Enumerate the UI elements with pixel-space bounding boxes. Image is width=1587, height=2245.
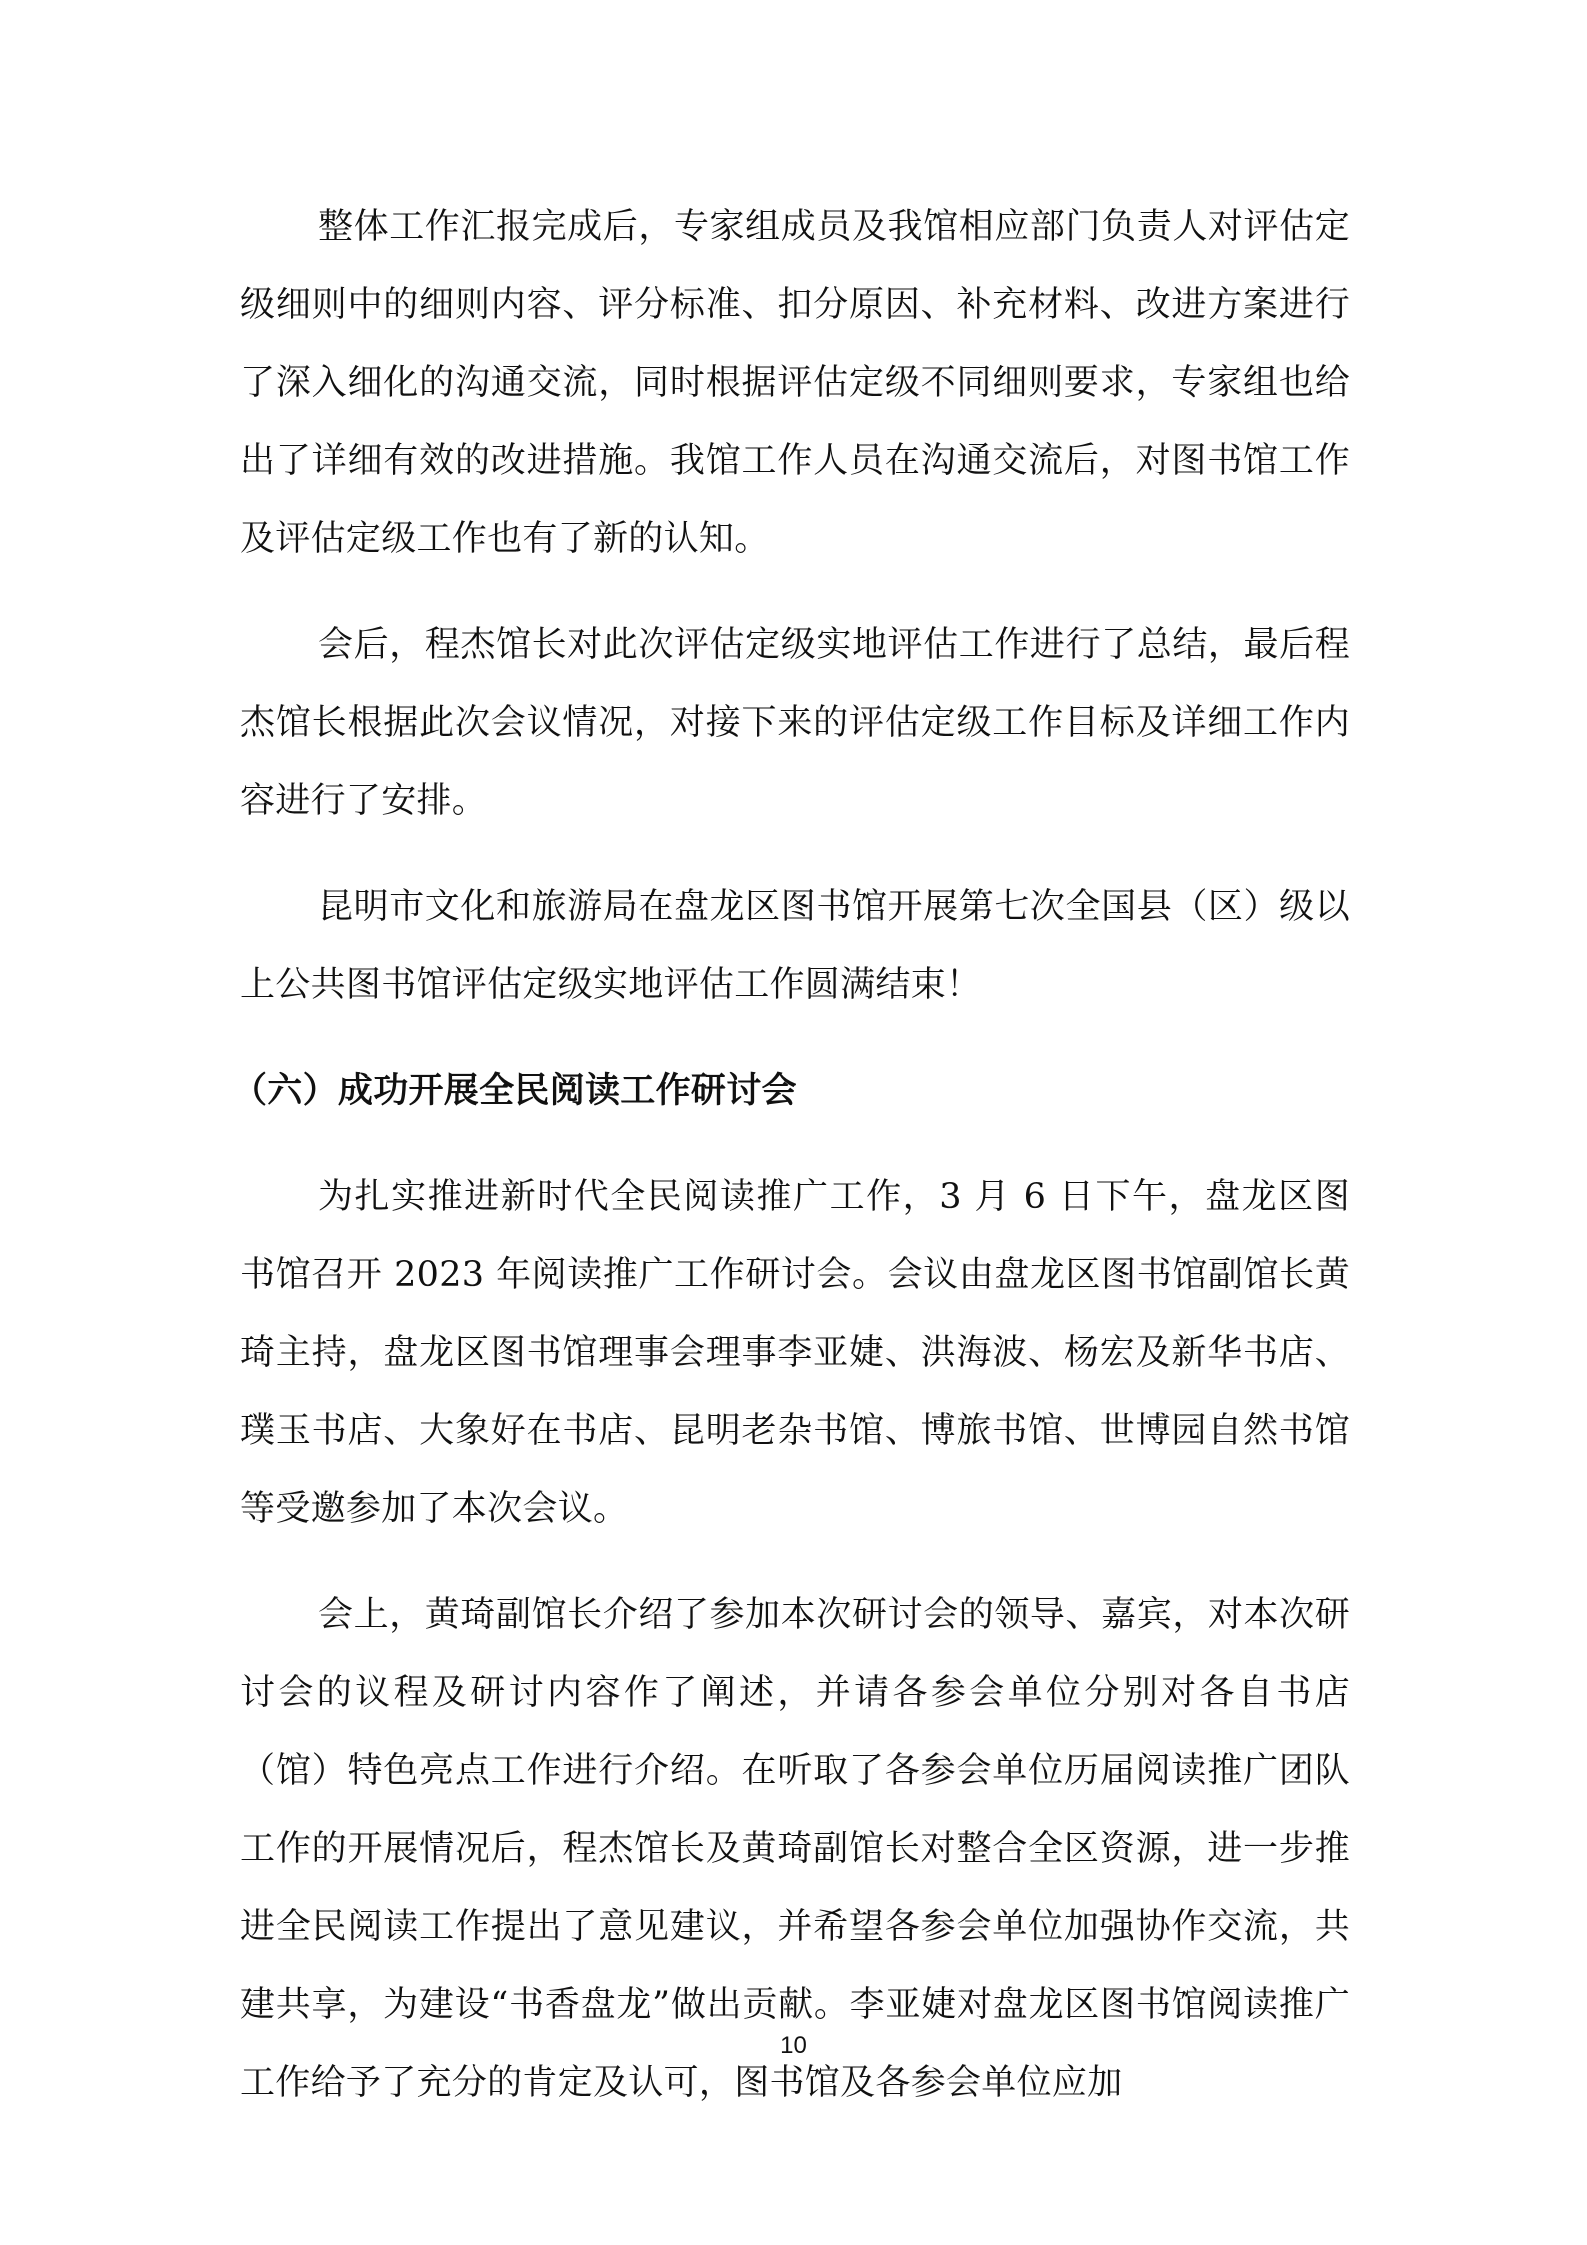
- section-heading: （六）成功开展全民阅读工作研讨会: [232, 1071, 797, 1111]
- page-body: [232, 188, 1350, 2150]
- paragraph-seminar-details: 会上，黄琦副馆长介绍了参加本次研讨会的领导、嘉宾，对本次研讨会的议程及研讨内容作了阐述，并请各参会单位分别对各自书店（馆）特色亮点工作进行介绍。在听取了各参会单位历届阅读推广团队工作的开展情况后，程杰馆长及黄琦副馆长对整合全区资源，进一步推进全民阅读工作提出了意见建议，并希望各参会单位加强协作交流，共建共享，为建设“书香盘龙”做出贡献。李亚婕对盘龙区图书馆阅读推广工作给予了充分的肯定及认可，图书馆及各参会单位应加: [240, 1595, 1350, 2103]
- paragraph-summary: 会后，程杰馆长对此次评估定级实地评估工作进行了总结，最后程杰馆长根据此次会议情况，对接下来的评估定级工作目标及详细工作内容进行了安排。: [240, 625, 1350, 821]
- paragraph-expert-communication: 整体工作汇报完成后，专家组成员及我馆相应部门负责人对评估定级细则中的细则内容、评分标准、扣分原因、补充材料、改进方案进行了深入细化的沟通交流，同时根据评估定级不同细则要求，专家组也给出了详细有效的改进措施。我馆工作人员在沟通交流后，对图书馆工作及评估定级工作也有了新的认知。: [240, 207, 1350, 559]
- page-number: 10: [780, 2032, 807, 2059]
- paragraph-seminar-intro: 为扎实推进新时代全民阅读推广工作，3 月 6 日下午，盘龙区图书馆召开 2023 年阅读推广工作研讨会。会议由盘龙区图书馆副馆长黄琦主持，盘龙区图书馆理事会理事李亚婕、洪海波、杨宏及新华书店、璞玉书店、大象好在书店、昆明老杂书馆、博旅书馆、世博园自然书馆等受邀参加了本次会议。: [240, 1177, 1350, 1529]
- paragraph-conclusion: 昆明市文化和旅游局在盘龙区图书馆开展第七次全国县（区）级以上公共图书馆评估定级实地评估工作圆满结束！: [240, 887, 1350, 1005]
